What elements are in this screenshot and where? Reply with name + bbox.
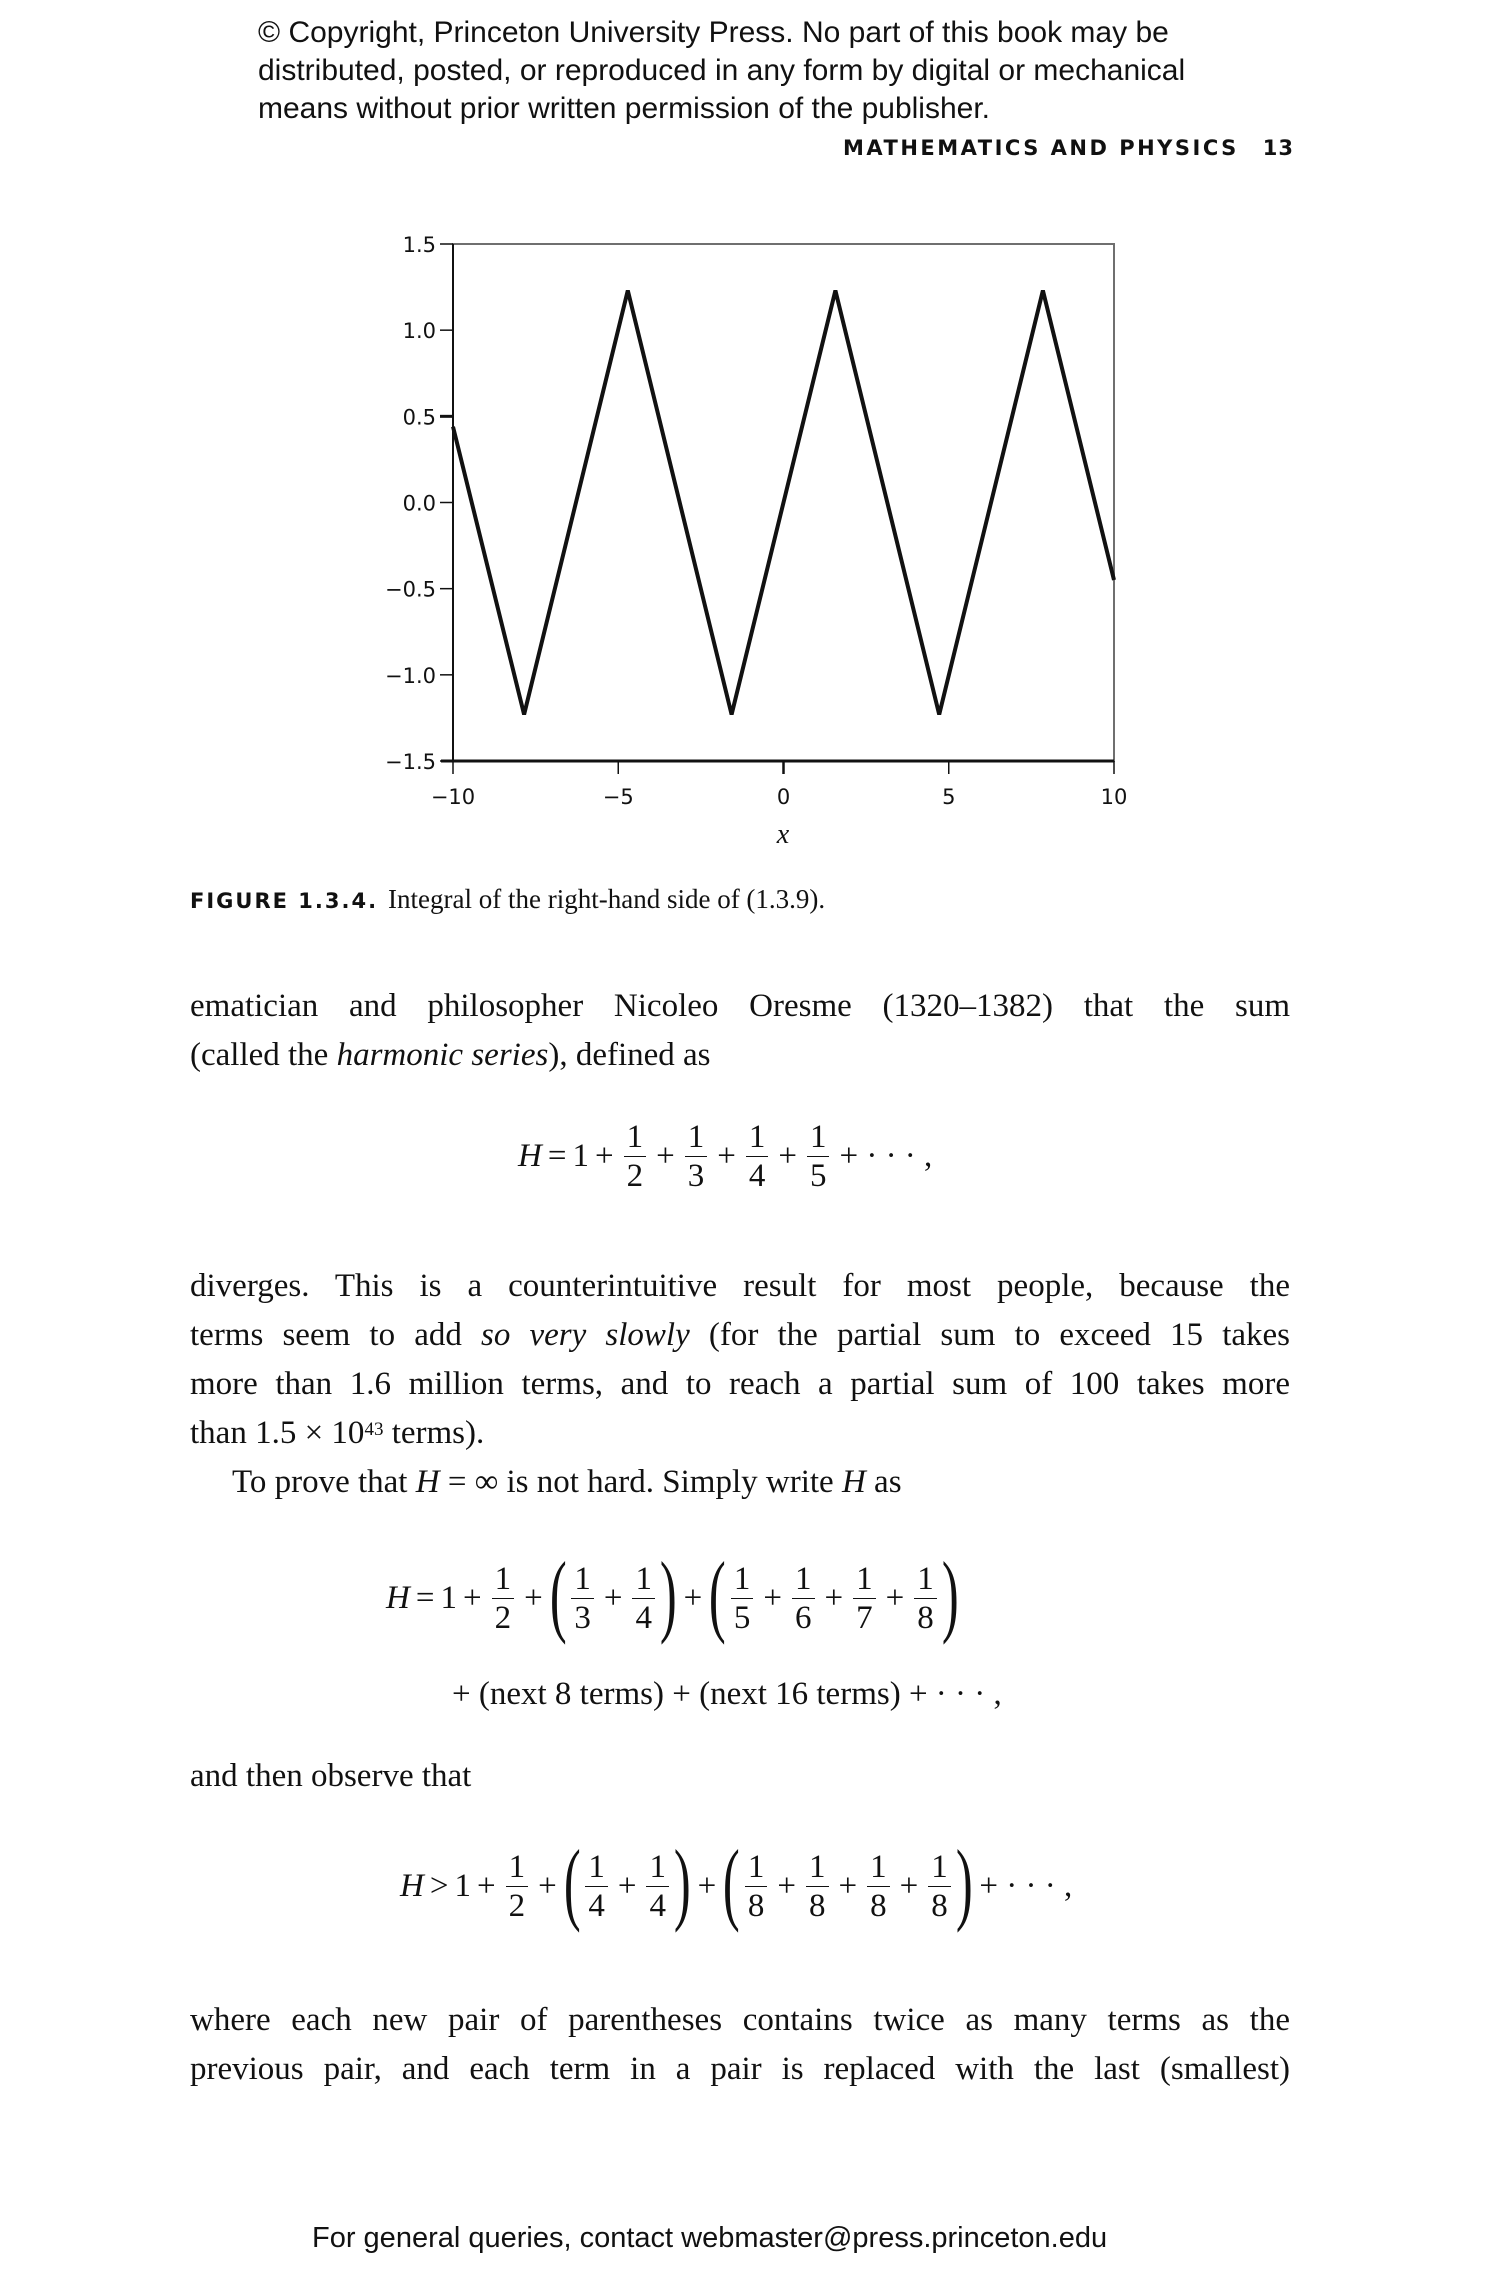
fraction: $\frac{1}{8}$ [745,1848,768,1925]
fraction: $\frac{1}{2}$ [506,1848,529,1925]
plus-sign: + [885,1579,905,1616]
math-term: 1 [572,1138,589,1174]
emphasis-harmonic-series: harmonic series [336,1037,549,1073]
text-line [190,1311,1290,1360]
fraction: $\frac{1}{5}$ [807,1118,830,1195]
left-paren: ( [563,1831,581,1933]
text-line: previous pair, and each term in a pair is replaced with the last (smallest) [190,2051,1290,2087]
page-number: 13 [1262,136,1294,160]
plus-sign: + [717,1138,736,1174]
plus-sign: + [524,1579,543,1616]
text-line: ematician and philosopher Nicoleo Oresme (1320–1382) that the sum [190,988,1290,1024]
emphasis-so-very-slowly: so very slowly [481,1317,690,1353]
data-line [453,291,1114,715]
paragraph-2 [190,1262,1290,1458]
math-relation: = [547,1138,567,1174]
text-span: (for the partial sum to exceed 15 takes [689,1317,1291,1353]
math-var-H: H [386,1579,410,1616]
text-line [190,1031,1290,1080]
text-span: To prove that [232,1464,416,1500]
math-var-H: H [400,1867,424,1904]
y-axis [385,233,453,774]
plus-sign: + [617,1867,637,1904]
equation-grouped-sum [386,1543,959,1645]
x-tick-label: 0 [776,785,791,809]
figure-label: FIGURE 1.3.4. [190,889,379,913]
text-line: diverges. This is a counterintuitive result for most people, because the [190,1268,1290,1304]
fraction: $\frac{1}{4}$ [746,1118,769,1195]
y-tick-label: −0.5 [385,577,436,602]
figure-caption [190,884,825,915]
math-tail: + · · · , [839,1138,933,1174]
right-paren: ) [659,1543,677,1645]
text-span: terms). [383,1415,485,1451]
x-tick-label: 10 [1100,785,1128,809]
text-span: ), defined as [548,1037,711,1073]
y-tick-label: −1.5 [385,750,436,774]
plus-sign: + [683,1579,703,1616]
right-paren: ) [941,1543,959,1645]
fraction: $\frac{1}{4}$ [585,1848,608,1925]
math-var-H: H [841,1464,866,1500]
figure-chart [0,0,1500,870]
plus-sign: + [462,1579,482,1616]
x-tick-label: 5 [942,785,956,809]
left-paren: ( [549,1543,567,1645]
y-tick-label: −1.0 [385,663,436,688]
x-axis [431,761,1128,809]
math-relation: = [415,1579,435,1616]
plus-sign: + [656,1138,675,1174]
text-line: more than 1.6 million terms, and to reach a partial sum of 100 takes more [190,1366,1290,1402]
equation-continuation: + (next 8 terms) + (next 16 terms) + · · · , [452,1676,1002,1712]
equation-lower-bound [400,1831,1078,1933]
figure-caption-text: Integral of the right-hand side of (1.3.9). [388,884,826,914]
text-span: as [865,1464,902,1500]
right-paren: ) [673,1831,691,1933]
plus-sign: + [838,1867,858,1904]
plus-sign: + [476,1867,496,1904]
plus-sign: + [899,1867,919,1904]
copyright-line: © Copyright, Princeton University Press. No part of this book may be [258,16,1169,49]
copyright-line: distributed, posted, or reproduced in any form by digital or mechanical [258,54,1186,87]
fraction: $\frac{1}{8}$ [928,1848,951,1925]
math-relation: > [429,1867,449,1904]
plus-sign: + [778,1138,797,1174]
fraction: $\frac{1}{3}$ [571,1560,594,1637]
fraction: $\frac{1}{8}$ [867,1848,890,1925]
math-var-H: H [518,1138,542,1174]
math-tail: + · · · , [979,1867,1073,1904]
plus-sign: + [603,1579,623,1616]
math-term: 1 [454,1867,471,1904]
text-span: terms seem to add [190,1317,481,1353]
plus-sign: + [697,1867,717,1904]
text-line: where each new pair of parentheses contains twice as many terms as the [190,2002,1290,2038]
y-tick-label: 0.0 [402,491,436,516]
y-tick-label: 1.0 [402,319,436,344]
text-line [190,1409,1290,1458]
plus-sign: + [538,1867,557,1904]
fraction: $\frac{1}{2}$ [492,1560,515,1637]
text-span: (called the [190,1037,337,1073]
right-paren: ) [955,1831,973,1933]
y-tick-label: 1.5 [402,233,436,257]
fraction: $\frac{1}{4}$ [646,1848,669,1925]
left-paren: ( [709,1543,726,1645]
x-axis-label: x [776,819,790,850]
plus-sign: + [777,1867,797,1904]
text-span: than 1.5 × 10 [190,1415,365,1451]
fraction: $\frac{1}{5}$ [731,1560,754,1637]
fraction: $\frac{1}{7}$ [853,1560,876,1637]
y-tick-label: 0.5 [402,405,436,430]
copyright-line: means without prior written permission of the publisher. [258,92,991,125]
chapter-title: MATHEMATICS AND PHYSICS [842,136,1239,160]
paragraph-5 [190,1996,1290,2094]
equation-harmonic-series [518,1118,938,1195]
math-term: 1 [440,1579,457,1616]
fraction: $\frac{1}{2}$ [624,1118,647,1195]
footer-contact: For general queries, contact webmaster@press.princeton.edu [312,2222,1108,2254]
fraction: $\frac{1}{6}$ [792,1560,815,1637]
left-paren: ( [723,1831,740,1933]
paragraph-3 [232,1458,1332,1507]
paragraph-1 [190,982,1290,1080]
plus-sign: + [594,1138,614,1174]
fraction: $\frac{1}{3}$ [685,1118,708,1195]
x-tick-label: −10 [430,785,476,809]
fraction: $\frac{1}{8}$ [914,1560,937,1637]
plus-sign: + [824,1579,844,1616]
x-tick-label: −5 [602,785,634,809]
paragraph-4: and then observe that [190,1758,472,1794]
fraction: $\frac{1}{4}$ [632,1560,655,1637]
plus-sign: + [763,1579,783,1616]
fraction: $\frac{1}{8}$ [806,1848,829,1925]
exponent: 43 [364,1419,384,1440]
text-span: = ∞ is not hard. Simply write [439,1464,842,1500]
math-var-H: H [415,1464,440,1500]
plot-frame [441,244,1114,761]
